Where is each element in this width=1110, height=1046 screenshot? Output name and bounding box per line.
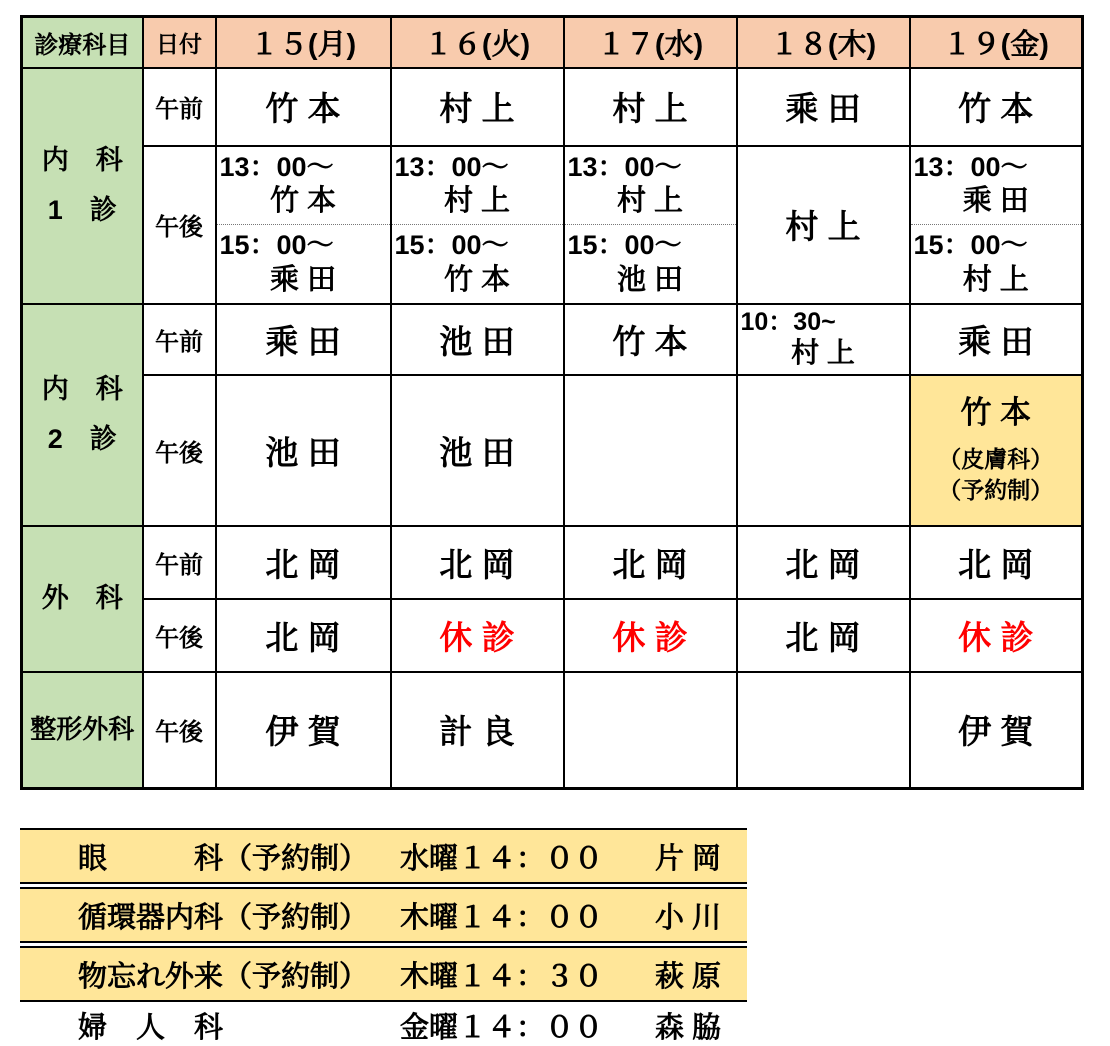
clinic-row-memory — [20, 946, 747, 1002]
reservation-note: （予約制） — [938, 476, 1054, 503]
schedule-cell — [391, 225, 564, 304]
special-clinics — [20, 828, 747, 1045]
schedule-cell-closed: 休 診 — [391, 599, 564, 672]
clinic-doctor: 森 脇 — [655, 1011, 722, 1044]
seikei-pm-row — [22, 672, 1083, 789]
schedule-cell-highlighted — [910, 375, 1083, 526]
schedule-cell: 伊 賀 — [910, 672, 1083, 789]
section-label-line2: 1 診 — [47, 194, 117, 225]
schedule-cell — [391, 146, 564, 225]
schedule-cell: 乘 田 — [910, 304, 1083, 375]
schedule-cell — [216, 146, 391, 225]
doctor-name: 村 上 — [791, 336, 855, 368]
time-slot: 10：30~ — [740, 308, 836, 337]
naika1-am-row — [22, 68, 1083, 146]
doctor-name: 村 上 — [616, 185, 684, 218]
clinic-doctor: 小 川 — [655, 901, 722, 934]
time-slot: 15：00～ — [219, 230, 334, 261]
section-label-cell-seikei: 整形外科 — [22, 672, 143, 789]
geka-am-row — [22, 526, 1083, 599]
section-label-cell-naika1 — [22, 68, 143, 304]
period-cell-pm: 午後 — [143, 375, 216, 526]
time-slot: 15：00～ — [567, 230, 682, 261]
section-label-cell-geka: 外 科 — [22, 526, 143, 672]
period-cell-pm: 午後 — [143, 672, 216, 789]
clinic-doctor: 片 岡 — [655, 842, 722, 875]
corner-header-cell: 診療科目 — [22, 17, 143, 68]
doctor-name: 村 上 — [962, 263, 1029, 296]
schedule-cell-closed: 休 診 — [564, 599, 737, 672]
schedule-cell-closed: 休 診 — [910, 599, 1083, 672]
schedule-cell — [216, 225, 391, 304]
schedule-cell — [910, 225, 1083, 304]
period-cell-am: 午前 — [143, 304, 216, 375]
schedule-cell: 池 田 — [391, 375, 564, 526]
schedule-cell — [737, 304, 910, 375]
schedule-cell: 伊 賀 — [216, 672, 391, 789]
clinic-dept: 循環器内科（予約制） — [78, 901, 369, 934]
clinic-dept: 眼 科（予約制） — [78, 842, 369, 875]
schedule-cell: 村 上 — [564, 68, 737, 146]
period-cell-pm: 午後 — [143, 599, 216, 672]
doctor-name: 竹 本 — [960, 395, 1032, 431]
clinic-dept: 物忘れ外来（予約制） — [78, 960, 369, 993]
section-label-line1: 内 科 — [41, 144, 123, 175]
section-label-cell-naika2 — [22, 304, 143, 526]
clinic-time: 木曜１４：３０ — [400, 960, 604, 993]
clinic-note: （皮膚科） — [938, 445, 1054, 472]
time-slot: 13：00～ — [394, 151, 509, 182]
naika1-pm-top-row — [22, 146, 1083, 225]
schedule-cell-empty — [564, 672, 737, 789]
header-row — [22, 17, 1083, 68]
schedule-cell-empty — [564, 375, 737, 526]
time-slot: 15：00～ — [394, 230, 509, 261]
schedule-cell — [564, 146, 737, 225]
clinic-row-ophthalmology — [20, 828, 747, 884]
time-slot: 15：00～ — [913, 230, 1028, 261]
clinic-time: 金曜１４：００ — [400, 1011, 604, 1044]
section-label-line2: 2 診 — [47, 423, 117, 454]
period-cell-pm: 午後 — [143, 146, 216, 304]
schedule-cell — [564, 225, 737, 304]
schedule-cell: 竹 本 — [910, 68, 1083, 146]
schedule-cell: 北 岡 — [737, 599, 910, 672]
naika2-am-row — [22, 304, 1083, 375]
schedule-cell: 計 良 — [391, 672, 564, 789]
doctor-name: 乘 田 — [269, 263, 337, 296]
schedule-cell: 北 岡 — [391, 526, 564, 599]
schedule-cell: 池 田 — [391, 304, 564, 375]
day-header-cell-wed: １７(水) — [564, 17, 737, 68]
schedule-cell: 竹 本 — [564, 304, 737, 375]
clinic-time: 水曜１４：００ — [400, 842, 604, 875]
schedule-cell: 乘 田 — [737, 68, 910, 146]
time-slot: 13：00～ — [913, 151, 1028, 182]
schedule-cell: 北 岡 — [737, 526, 910, 599]
time-slot: 13：00～ — [567, 151, 682, 182]
schedule-cell: 池 田 — [216, 375, 391, 526]
time-slot: 13：00～ — [219, 151, 334, 182]
day-header-cell-mon: １５(月) — [216, 17, 391, 68]
doctor-name: 乘 田 — [962, 185, 1029, 218]
schedule-cell-empty — [737, 672, 910, 789]
doctor-name: 竹 本 — [269, 185, 337, 218]
schedule-cell: 北 岡 — [564, 526, 737, 599]
day-header-cell-tue: １６(火) — [391, 17, 564, 68]
schedule-cell: 北 岡 — [216, 599, 391, 672]
clinic-dept: 婦 人 科 — [78, 1011, 224, 1044]
weekly-schedule-table — [20, 15, 1084, 790]
schedule-cell: 北 岡 — [910, 526, 1083, 599]
clinic-time: 木曜１４：００ — [400, 901, 604, 934]
naika2-pm-row — [22, 375, 1083, 526]
period-cell-am: 午前 — [143, 68, 216, 146]
doctor-name: 池 田 — [616, 263, 684, 296]
schedule-cell: 竹 本 — [216, 68, 391, 146]
date-header-cell: 日付 — [143, 17, 216, 68]
schedule-cell: 村 上 — [737, 146, 910, 304]
day-header-cell-thu: １８(木) — [737, 17, 910, 68]
clinic-doctor: 萩 原 — [655, 960, 722, 993]
schedule-cell-empty — [737, 375, 910, 526]
schedule-cell: 村 上 — [391, 68, 564, 146]
day-header-cell-fri: １９(金) — [910, 17, 1083, 68]
schedule-cell: 北 岡 — [216, 526, 391, 599]
doctor-name: 村 上 — [443, 185, 511, 218]
schedule-cell: 乘 田 — [216, 304, 391, 375]
clinic-row-cardiology — [20, 887, 747, 943]
period-cell-am: 午前 — [143, 526, 216, 599]
clinic-row-gynecology — [20, 1005, 747, 1045]
schedule-cell — [910, 146, 1083, 225]
doctor-name: 竹 本 — [443, 263, 511, 296]
section-label-line1: 内 科 — [41, 373, 123, 404]
geka-pm-row — [22, 599, 1083, 672]
